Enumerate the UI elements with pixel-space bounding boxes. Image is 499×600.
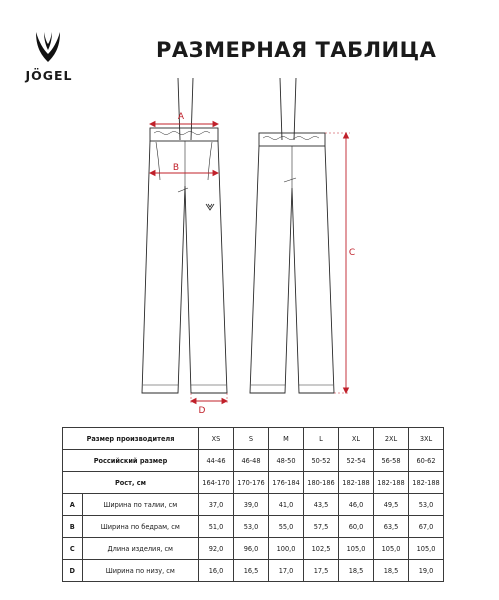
header-cell: Российский размер <box>63 450 199 472</box>
measure-label: Ширина по талии, см <box>82 494 198 516</box>
table-cell: 170-176 <box>234 472 269 494</box>
table-cell: 49,5 <box>374 494 409 516</box>
table-cell: 17,0 <box>269 560 304 582</box>
header-cell: Рост, см <box>63 472 199 494</box>
table-cell: 18,5 <box>374 560 409 582</box>
table-cell: 41,0 <box>269 494 304 516</box>
table-cell: 55,0 <box>269 516 304 538</box>
table-cell: 51,0 <box>199 516 234 538</box>
table-cell: 56-58 <box>374 450 409 472</box>
table-cell: 105,0 <box>409 538 444 560</box>
table-cell: 3XL <box>409 428 444 450</box>
table-cell: 60,0 <box>339 516 374 538</box>
table-row <box>63 516 444 538</box>
table-cell: 105,0 <box>374 538 409 560</box>
table-row <box>63 494 444 516</box>
table-cell: 105,0 <box>339 538 374 560</box>
garment-logo-icon <box>206 204 214 210</box>
dimension-label-a: A <box>177 112 185 122</box>
table-cell: XS <box>199 428 234 450</box>
table-cell: 50-52 <box>304 450 339 472</box>
table-cell: M <box>269 428 304 450</box>
table-cell: 46-48 <box>234 450 269 472</box>
measure-label: Ширина по низу, см <box>82 560 198 582</box>
table-cell: 182-188 <box>374 472 409 494</box>
table-cell: 164-170 <box>199 472 234 494</box>
page-title: РАЗМЕРНАЯ ТАБЛИЦА <box>156 38 437 62</box>
table-cell: 43,5 <box>304 494 339 516</box>
table-row <box>63 560 444 582</box>
header-cell: Размер производителя <box>63 428 199 450</box>
front-waistband <box>150 128 218 141</box>
table-cell: XL <box>339 428 374 450</box>
table-cell: 96,0 <box>234 538 269 560</box>
table-cell: 46,0 <box>339 494 374 516</box>
table-row <box>63 450 444 472</box>
measure-letter: D <box>63 560 83 582</box>
dimension-label-b: B <box>172 163 180 173</box>
table-cell: 44-46 <box>199 450 234 472</box>
measure-label: Длина изделия, см <box>82 538 198 560</box>
table-cell: 100,0 <box>269 538 304 560</box>
brand-name: JÖGEL <box>25 68 73 83</box>
table-cell: 180-186 <box>304 472 339 494</box>
back-drawcord-left <box>280 78 282 140</box>
table-cell: 16,0 <box>199 560 234 582</box>
table-cell: 18,5 <box>339 560 374 582</box>
table-cell: 2XL <box>374 428 409 450</box>
table-row <box>63 472 444 494</box>
table-cell: 37,0 <box>199 494 234 516</box>
front-drawcord-left <box>178 78 180 140</box>
table-cell: 182-188 <box>339 472 374 494</box>
table-cell: 19,0 <box>409 560 444 582</box>
measure-letter: C <box>63 538 83 560</box>
measure-letter: A <box>63 494 83 516</box>
dimension-label-c: C <box>348 248 356 258</box>
table-row <box>63 538 444 560</box>
table-cell: 53,0 <box>409 494 444 516</box>
table-cell: 57,5 <box>304 516 339 538</box>
table-cell: S <box>234 428 269 450</box>
table-row <box>63 428 444 450</box>
table-cell: L <box>304 428 339 450</box>
table-cell: 63,5 <box>374 516 409 538</box>
front-drawcord-right <box>191 78 193 140</box>
table-cell: 67,0 <box>409 516 444 538</box>
table-cell: 53,0 <box>234 516 269 538</box>
measure-label: Ширина по бедрам, см <box>82 516 198 538</box>
dimension-label-d: D <box>198 406 206 416</box>
measure-letter: B <box>63 516 83 538</box>
table-cell: 16,5 <box>234 560 269 582</box>
table-cell: 176-184 <box>269 472 304 494</box>
table-cell: 17,5 <box>304 560 339 582</box>
table-cell: 60-62 <box>409 450 444 472</box>
front-body <box>142 141 227 393</box>
size-table <box>62 427 444 582</box>
table-cell: 92,0 <box>199 538 234 560</box>
table-cell: 182-188 <box>409 472 444 494</box>
table-cell: 102,5 <box>304 538 339 560</box>
table-cell: 39,0 <box>234 494 269 516</box>
back-drawcord-right <box>294 78 296 140</box>
table-cell: 48-50 <box>269 450 304 472</box>
table-cell: 52-54 <box>339 450 374 472</box>
